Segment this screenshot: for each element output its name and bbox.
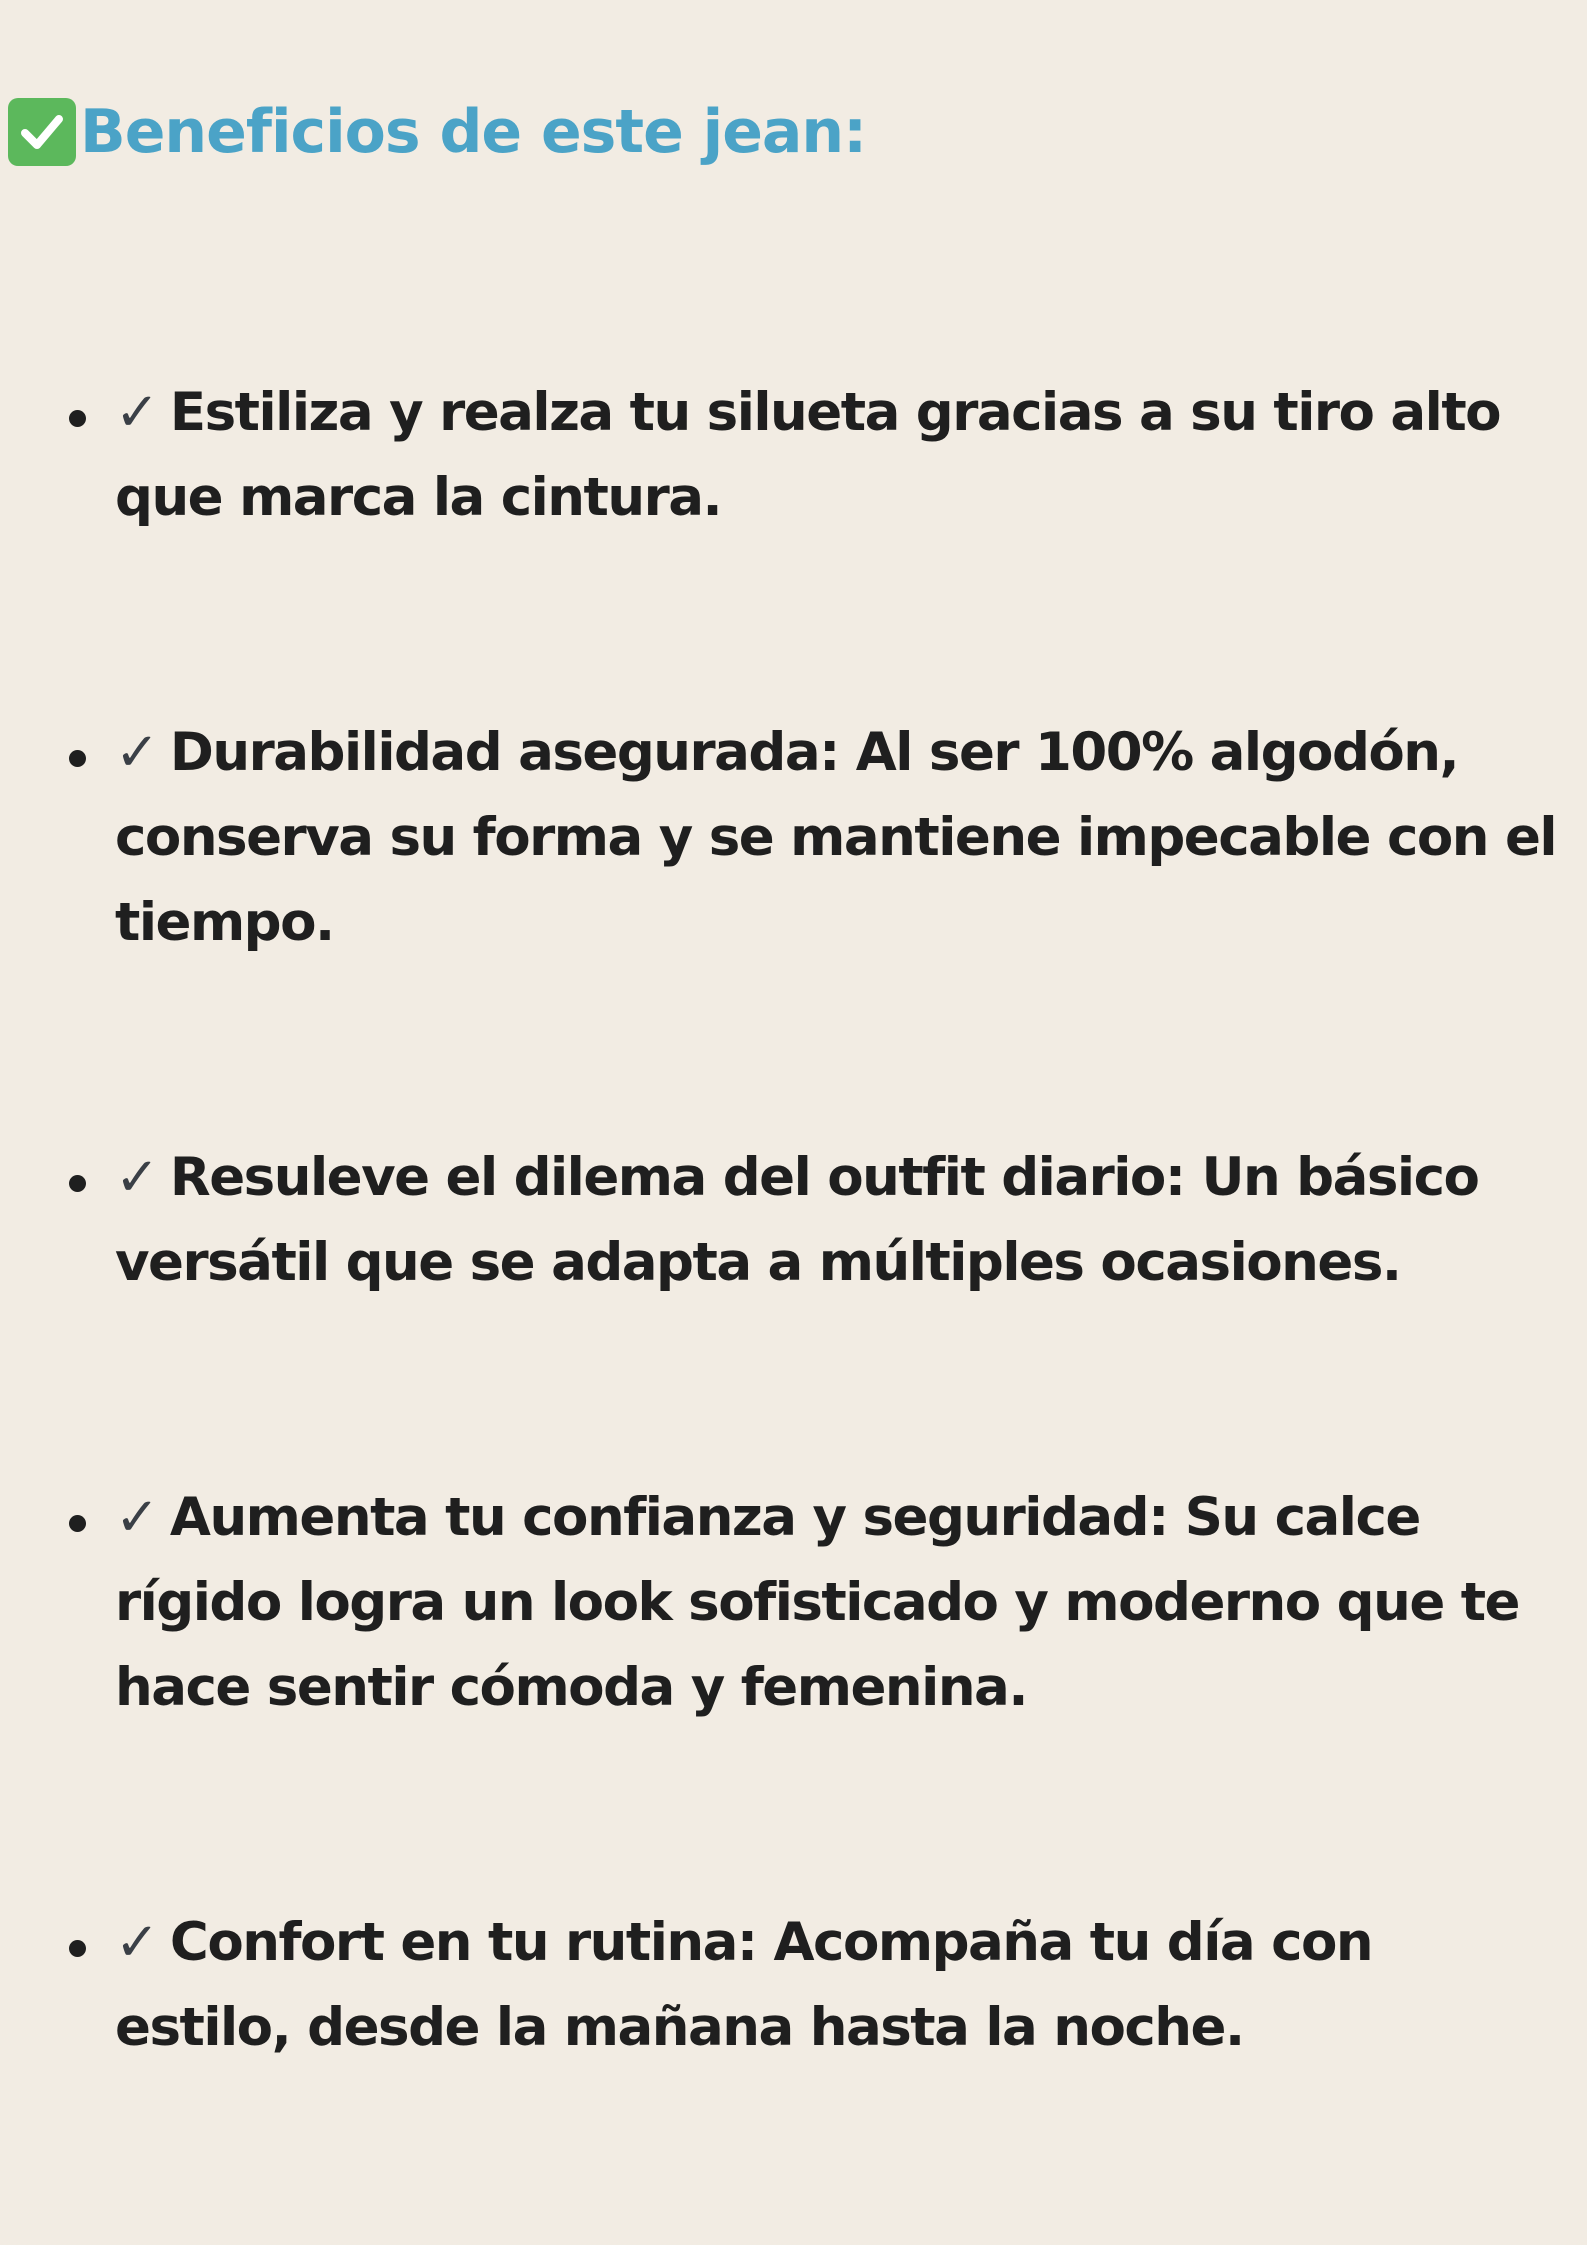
bullet-icon: [69, 1175, 86, 1192]
benefit-text: Durabilidad asegurada: Al ser 100% algodón, conserva su forma y se mantiene impecable con el tiempo.: [115, 722, 1557, 953]
check-mark-icon: ✓: [115, 1487, 158, 1548]
benefit-text: Confort en tu rutina: Acompaña tu día con estilo, desde la mañana hasta la noche.: [115, 1912, 1373, 2058]
benefit-text: Aumenta tu confianza y seguridad: Su calce rígido logra un look sofisticado y moderno que te hace sentir cómoda y femenina.: [115, 1487, 1520, 1718]
bullet-icon: [69, 750, 86, 767]
check-mark-icon: ✓: [115, 1147, 158, 1208]
bullet-icon: [69, 1515, 86, 1532]
check-mark-icon: ✓: [115, 722, 158, 783]
benefit-text: Estiliza y realza tu silueta gracias a su tiro alto que marca la cintura.: [115, 382, 1501, 528]
bullet-icon: [69, 410, 86, 427]
bullet-icon: [69, 1940, 86, 1957]
section-heading: [8, 92, 866, 172]
check-mark-icon: ✓: [115, 1912, 158, 1973]
check-mark-button-icon: [8, 98, 76, 166]
check-mark-icon: ✓: [115, 382, 158, 443]
section-title: Beneficios de este jean:: [80, 97, 867, 167]
benefit-text: Resuleve el dilema del outfit diario: Un básico versátil que se adapta a múltiples ocasiones.: [115, 1147, 1479, 1293]
